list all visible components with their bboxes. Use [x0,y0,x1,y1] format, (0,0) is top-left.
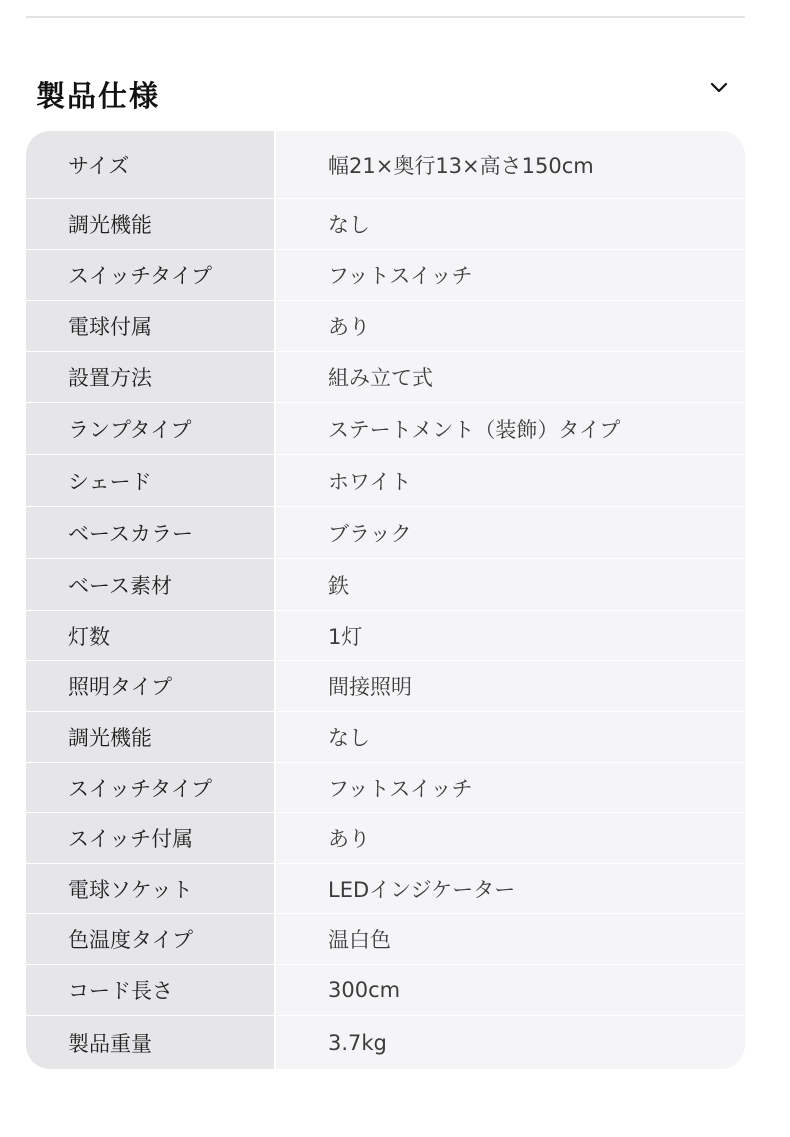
spec-row [26,506,745,558]
spec-row [26,812,745,863]
spec-row [26,1015,745,1069]
section-title: 製品仕様 [36,79,161,113]
spec-label: 調光機能 [26,199,276,249]
spec-value: フットスイッチ [328,264,473,288]
spec-value: 温白色 [328,928,391,952]
spec-value: なし [328,726,370,750]
spec-value: フットスイッチ [328,776,473,801]
spec-value: LEDインジケーター [328,877,516,902]
spec-row [26,249,745,300]
spec-label: 灯数 [26,611,276,660]
spec-label: 調光機能 [26,712,276,762]
spec-label: スイッチタイプ [26,250,276,300]
spec-row [26,762,745,812]
spec-value: 組み立て式 [328,366,433,390]
spec-label: 色温度タイプ [26,914,276,964]
spec-label: ベース素材 [26,559,276,610]
spec-value: 3.7kg [328,1030,387,1055]
spec-value: 300cm [328,978,401,1002]
spec-row [26,558,745,610]
spec-value: 1灯 [328,624,363,649]
spec-label: コード長さ [26,965,276,1015]
spec-row [26,351,745,402]
chevron-down-icon[interactable] [705,74,733,102]
spec-label: シェード [26,455,276,506]
spec-value: なし [328,213,370,237]
spec-value: 幅21×奥行13×高さ150cm [328,153,594,178]
spec-label: スイッチタイプ [26,763,276,812]
spec-label: 電球ソケット [26,864,276,913]
spec-value: あり [328,827,370,851]
spec-value: 鉄 [328,573,349,598]
spec-row [26,964,745,1015]
spec-label: スイッチ付属 [26,813,276,863]
spec-label: サイズ [26,131,276,198]
spec-row [26,863,745,913]
spec-label: 電球付属 [26,301,276,351]
top-divider [26,16,745,18]
spec-value: ホワイト [328,469,412,494]
spec-row [26,402,745,454]
spec-label: 製品重量 [26,1016,276,1069]
specs-section-header[interactable] [26,60,745,124]
spec-value: 間接照明 [328,675,412,699]
spec-value: ステートメント（装飾）タイプ [328,417,621,442]
spec-row [26,131,745,198]
spec-row [26,454,745,506]
spec-value: ブラック [328,521,412,546]
spec-row [26,610,745,660]
spec-label: ランプタイプ [26,403,276,454]
spec-value: あり [328,315,370,339]
spec-row [26,660,745,711]
spec-table [26,131,745,1069]
spec-row [26,198,745,249]
spec-row [26,300,745,351]
spec-row [26,913,745,964]
spec-row [26,711,745,762]
spec-label: 照明タイプ [26,661,276,711]
spec-label: ベースカラー [26,507,276,558]
spec-label: 設置方法 [26,352,276,402]
